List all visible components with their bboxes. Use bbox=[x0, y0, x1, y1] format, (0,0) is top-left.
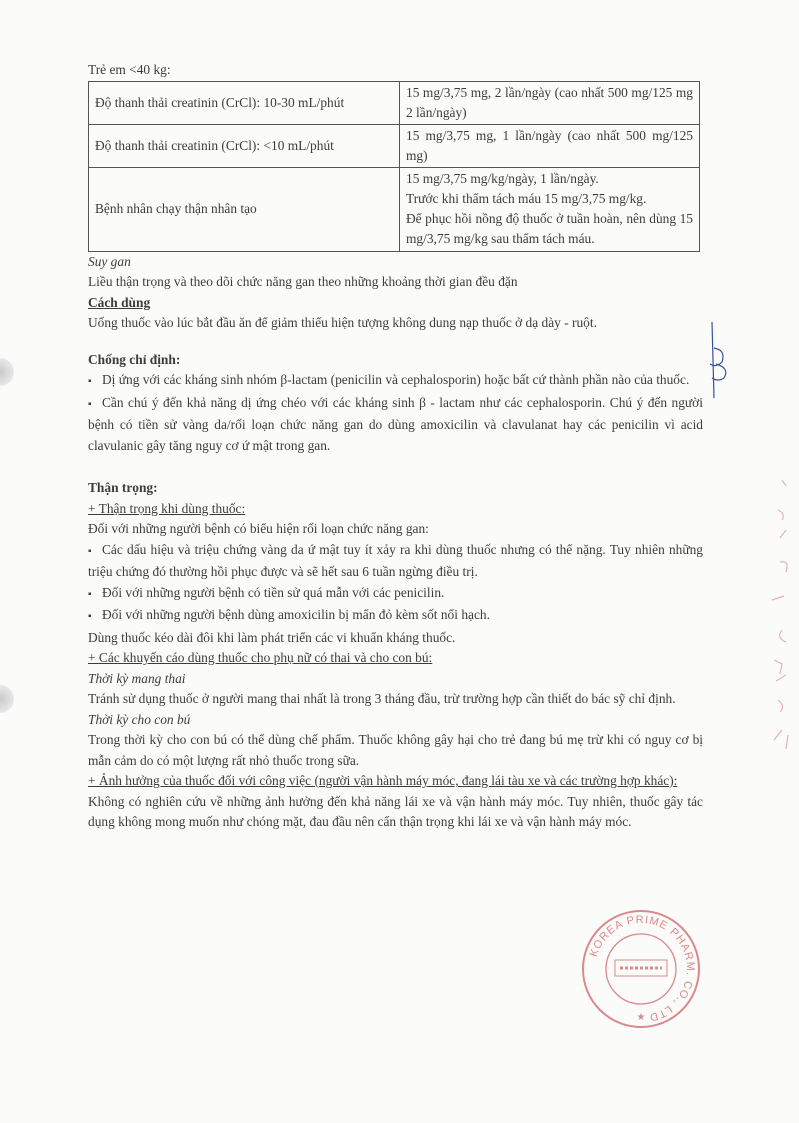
suy-gan-text: Liều thận trọng và theo dõi chức năng gan theo những khoảng thời gian đều đặn bbox=[88, 274, 518, 289]
dose-cell bbox=[400, 167, 700, 251]
contraindication-item: ▪ Cần chú ý đến khả năng dị ứng chéo với các kháng sinh β - lactam như các cephalosporin. Chú ý đến người bệnh có tiền sử vàng da/rối loạn chức năng gan do dùng amoxicilin và clavulanat hay các penicilin vì acid clavulanic gây tăng nguy cơ ứ mật trong gan. bbox=[88, 393, 703, 457]
condition-cell: Độ thanh thải creatinin (CrCl): 10-30 mL/phút bbox=[89, 81, 400, 124]
company-stamp-icon bbox=[580, 908, 702, 1030]
condition-cell: Độ thanh thải creatinin (CrCl): <10 mL/phút bbox=[89, 124, 400, 167]
table-row bbox=[89, 81, 700, 124]
dose-line: 15 mg/3,75 mg/kg/ngày, 1 lần/ngày. bbox=[406, 171, 599, 186]
dose-line: Trước khi thẩm tách máu 15 mg/3,75 mg/kg. bbox=[406, 191, 647, 206]
precaution-item: ▪ Đối với những người bệnh dùng amoxicilin bị mẩn đỏ kèm sốt nổi hạch. bbox=[88, 605, 703, 628]
cach-dung-text: Uống thuốc vào lúc bắt đầu ăn để giảm thiểu hiện tượng không dung nạp thuốc ở dạ dày - ruột. bbox=[88, 315, 597, 330]
table-row bbox=[89, 167, 700, 251]
handwritten-mark-icon bbox=[700, 318, 740, 408]
bullet-icon bbox=[88, 542, 102, 557]
pregnancy-text: Tránh sử dụng thuốc ở người mang thai nhất là trong 3 tháng đầu, trừ trường hợp cần thiết do bác sỹ chỉ định. bbox=[88, 691, 676, 706]
edge-scribble-icon bbox=[752, 470, 798, 760]
dosage-table bbox=[88, 81, 700, 252]
cach-dung-heading: Cách dùng bbox=[88, 294, 151, 310]
precaution-item: ▪ Các dấu hiệu và triệu chứng vàng da ứ mật tuy ít xảy ra khi dùng thuốc nhưng có thể nặng. Tuy nhiên những triệu chứng đó thường hồi phục được và sẽ hết sau 6 tuần ngừng điều trị. bbox=[88, 540, 703, 583]
pregnancy-subheading: + Các khuyến cáo dùng thuốc cho phụ nữ có thai và cho con bú: bbox=[88, 650, 433, 665]
driving-subheading: + Ảnh hưởng của thuốc đối với công việc (người vận hành máy móc, đang lái tàu xe và các trường hợp khác): bbox=[88, 773, 678, 788]
table-row bbox=[89, 124, 700, 167]
than-trong-subheading: + Thận trọng khi dùng thuốc: bbox=[88, 500, 246, 516]
svg-text:★: ★ bbox=[636, 1012, 646, 1023]
driving-text: Không có nghiên cứu về những ảnh hưởng đến khả năng lái xe và vận hành máy móc. Tuy nhiên, thuốc gây tác dụng không mong muốn như chóng mặt, đau đầu nên cẩn thận trọng khi lái xe và vận hành máy móc. bbox=[88, 793, 703, 829]
pregnancy-heading: Thời kỳ mang thai bbox=[88, 670, 186, 686]
dose-line: Để phục hồi nồng độ thuốc ở tuần hoàn, nên dùng 15 mg/3,75 mg/kg sau thẩm tách máu. bbox=[406, 211, 693, 246]
bullet-icon bbox=[88, 372, 102, 387]
suy-gan-heading: Suy gan bbox=[88, 253, 131, 269]
breastfeeding-text: Trong thời kỳ cho con bú có thể dùng chế phẩm. Thuốc không gây hại cho trẻ đang bú mẹ trừ khi có nguy cơ bị mẫn cảm do có một lượng rất nhỏ thuốc trong sữa. bbox=[88, 732, 703, 768]
breastfeeding-heading: Thời kỳ cho con bú bbox=[88, 711, 191, 727]
chong-chi-dinh-heading: Chống chỉ định: bbox=[88, 351, 181, 367]
precaution-item: ▪ Đối với những người bệnh có tiền sử quá mẫn với các penicilin. bbox=[88, 583, 703, 606]
resistance-note: Dùng thuốc kéo dài đôi khi làm phát triển các vi khuẩn kháng thuốc. bbox=[88, 629, 456, 645]
than-trong-heading: Thận trọng: bbox=[88, 480, 158, 495]
condition-cell: Bệnh nhân chạy thận nhân tạo bbox=[89, 167, 400, 251]
binder-hole-top bbox=[0, 358, 14, 386]
document-body bbox=[88, 60, 703, 833]
dose-cell: 15 mg/3,75 mg, 2 lần/ngày (cao nhất 500 mg/125 mg 2 lần/ngày) bbox=[400, 81, 700, 124]
table-intro: Trẻ em <40 kg: bbox=[88, 62, 171, 77]
bullet-icon bbox=[88, 607, 102, 622]
binder-hole-bottom bbox=[0, 685, 14, 713]
liver-intro: Đối với những người bệnh có biểu hiện rối loạn chức năng gan: bbox=[88, 521, 429, 536]
bullet-icon bbox=[88, 395, 102, 410]
contraindication-item: ▪ Dị ứng với các kháng sinh nhóm β-lactam (penicilin và cephalosporin) hoặc bất cứ thành phần nào của thuốc. bbox=[88, 370, 703, 393]
stamp-text: KOREA PRIME PHARM. CO., LTD bbox=[587, 913, 697, 1024]
dose-cell: 15 mg/3,75 mg, 1 lần/ngày (cao nhất 500 mg/125 mg) bbox=[400, 124, 700, 167]
bullet-icon bbox=[88, 585, 102, 600]
